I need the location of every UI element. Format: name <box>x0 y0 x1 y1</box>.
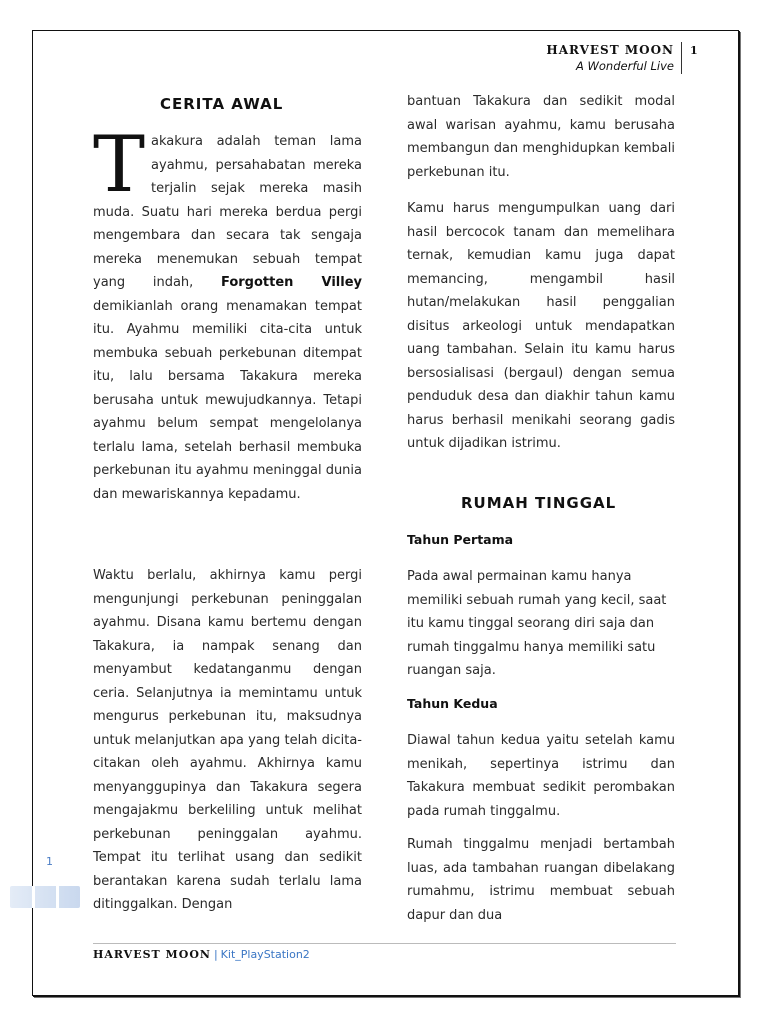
paragraph-story: Waktu berlalu, akhirnya kamu pergi mengunjungi perkebunan peninggalan ayahmu. Disana kamu bertemu dengan Takakura, ia nampak senang dan menyambut kedatanganmu dengan ceria. Selanjutnya ia memintamu untuk mengurus perkebunan itu, maksudnya untuk melanjutkan apa yang telah dicita-citakan oleh ayahmu. Akhirnya kamu menyanggupinya dan Takakura segera mengajakmu berkeliling untuk melihat perkebunan peninggalan ayahmu. Tempat itu terlihat usang dan sedikit berantakan karena sudah terlalu lama ditinggalkan. Dengan <box>93 568 362 912</box>
paragraph-continued: bantuan Takakura dan sedikit modal awal warisan ayahmu, kamu berusaha membangun dan menghidupkan kembali perkebunan itu. <box>407 94 675 180</box>
header-title: HARVEST MOON <box>546 43 674 57</box>
margin-decoration <box>10 886 80 908</box>
subheading-tahun-kedua: Tahun Kedua <box>407 696 498 711</box>
header-subtitle: A Wonderful Live <box>576 59 674 73</box>
footer-subtitle: Kit_PlayStation2 <box>220 948 310 961</box>
paragraph-intro: Takakura adalah teman lama ayahmu, persahabatan mereka terjalin sejak mereka masih muda. Suatu hari mereka berdua pergi mengembara dan secara tak sengaja mereka menemukan sebuah tempat yang indah, Forgotten Villey demikianlah orang menamakan tempat itu. Ayahmu memiliki cita-cita untuk membuka sebuah perkebunan ditempat itu, lalu bersama Takakura mereka berusaha untuk mewujudkannya. Tetapi ayahmu belum sempat mengelolanya terlalu lama, setelah berhasil membuka perkebunan itu ayahmu meninggal dunia dan mewariskannya kepadamu. <box>93 120 362 502</box>
margin-page-number: 1 <box>46 855 53 868</box>
header-divider <box>681 42 682 74</box>
paragraph-house-expanded: Rumah tinggalmu menjadi bertambah luas, ada tambahan ruangan dibelakang rumahmu, istrimu membuat sebuah dapur dan dua <box>407 837 675 923</box>
header-page-number: 1 <box>690 44 698 57</box>
paragraph-year-two: Diawal tahun kedua yaitu setelah kamu menikah, sepertinya istrimu dan Takakura membuat sedikit perombakan pada rumah tinggalmu. <box>407 733 675 819</box>
running-footer <box>93 948 310 961</box>
paragraph-tasks: Kamu harus mengumpulkan uang dari hasil bercocok tanam dan memelihara ternak, kemudian kamu juga dapat memancing, mengambil hasil hutan/melakukan hasil penggalian disitus arkeologi untuk mendapatkan uang tambahan. Selain itu kamu harus bersosialisasi (bergaul) dengan semua penduduk desa dan diakhir tahun kamu harus berhasil menikahi seorang gadis untuk dijadikan istrimu. <box>407 201 675 451</box>
subheading-tahun-pertama: Tahun Pertama <box>407 532 514 547</box>
heading-cerita-awal: CERITA AWAL <box>160 95 284 113</box>
paragraph-year-one: Pada awal permainan kamu hanya memiliki sebuah rumah yang kecil, saat itu kamu tinggal seorang diri saja dan rumah tinggalmu hanya memiliki satu ruangan saja. <box>407 569 667 678</box>
footer-separator: | <box>213 948 218 961</box>
drop-cap: T <box>93 120 146 210</box>
running-header <box>546 42 674 74</box>
footer-title: HARVEST MOON <box>93 948 211 961</box>
footer-rule <box>93 943 676 944</box>
place-name: Forgotten Villey <box>220 275 362 290</box>
heading-rumah-tinggal: RUMAH TINGGAL <box>461 494 617 512</box>
